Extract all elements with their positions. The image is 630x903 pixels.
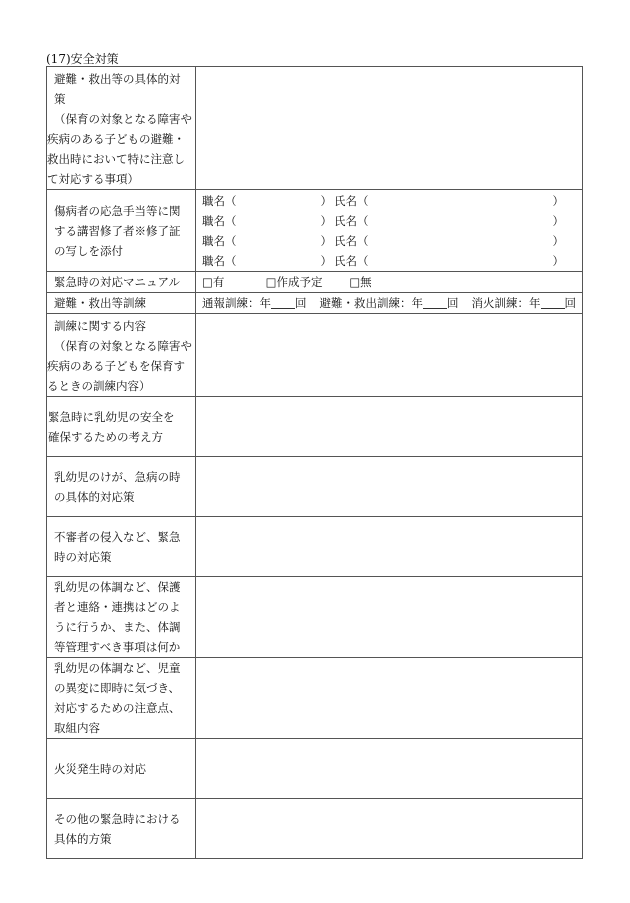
label-evacuation: 避難・救出等の具体的対 策 （保育の対象となる障害や 疾病のある子どもの避難・ 救出時において特に注意し て対応する事項）: [47, 67, 196, 190]
row-manual: [47, 272, 583, 293]
personnel-list: [196, 190, 583, 272]
input-evacuation[interactable]: [196, 67, 583, 190]
label-abnormal: 乳幼児の体調など、児童 の異変に即時に気づき、 対応するための注意点、 取組内容: [47, 658, 196, 739]
row-other: [47, 799, 583, 859]
row-abnormal: [47, 658, 583, 739]
label-safety-policy: 緊急時に乳幼児の安全を 確保するための考え方: [47, 397, 196, 457]
row-training: [47, 314, 583, 397]
row-fire: [47, 739, 583, 799]
input-fire[interactable]: [196, 739, 583, 799]
input-injury[interactable]: [196, 457, 583, 517]
manual-options: [196, 272, 583, 293]
report-drill-count[interactable]: [271, 296, 295, 309]
personnel-row[interactable]: 職名（ ） 氏名（ ）: [202, 254, 564, 268]
row-drills: [47, 293, 583, 314]
label-guardian: 乳幼児の体調など、保護 者と連絡・連携はどのよ うに行うか、また、体調 等管理すべき事項は何か: [47, 577, 196, 658]
fire-drill-count[interactable]: [541, 296, 565, 309]
label-manual: 緊急時の対応マニュアル: [47, 272, 196, 293]
input-abnormal[interactable]: [196, 658, 583, 739]
input-intruder[interactable]: [196, 517, 583, 577]
label-other: その他の緊急時における 具体的方策: [47, 799, 196, 859]
row-guardian: [47, 577, 583, 658]
input-other[interactable]: [196, 799, 583, 859]
drills-fields: 通報訓練：年 回 避難・救出訓練：年 回 消火訓練：年 回: [196, 293, 583, 314]
label-training: 訓練に関する内容 （保育の対象となる障害や 疾病のある子どもを保育す るときの訓練内容）: [47, 314, 196, 397]
personnel-row[interactable]: 職名（ ） 氏名（ ）: [202, 214, 564, 228]
option-planned[interactable]: □作成予定: [265, 275, 323, 289]
input-guardian[interactable]: [196, 577, 583, 658]
label-intruder: 不審者の侵入など、緊急 時の対応策: [47, 517, 196, 577]
row-injury: [47, 457, 583, 517]
input-training[interactable]: [196, 314, 583, 397]
row-safety-policy: [47, 397, 583, 457]
personnel-row[interactable]: 職名（ ） 氏名（ ）: [202, 234, 564, 248]
option-no[interactable]: □無: [349, 275, 372, 289]
safety-measures-table: [46, 66, 583, 859]
input-safety-policy[interactable]: [196, 397, 583, 457]
label-injury: 乳幼児のけが、急病の時 の具体的対応策: [47, 457, 196, 517]
row-evacuation: [47, 67, 583, 190]
row-first-aid: [47, 190, 583, 272]
label-drills: 避難・救出等訓練: [47, 293, 196, 314]
row-intruder: [47, 517, 583, 577]
section-title: (17)安全対策: [46, 52, 119, 66]
personnel-row[interactable]: 職名（ ） 氏名（ ）: [202, 194, 564, 208]
evac-drill-count[interactable]: [423, 296, 447, 309]
option-yes[interactable]: □有: [202, 275, 225, 289]
label-fire: 火災発生時の対応: [47, 739, 196, 799]
label-first-aid: 傷病者の応急手当等に関 する講習修了者※修了証 の写しを添付: [47, 190, 196, 272]
